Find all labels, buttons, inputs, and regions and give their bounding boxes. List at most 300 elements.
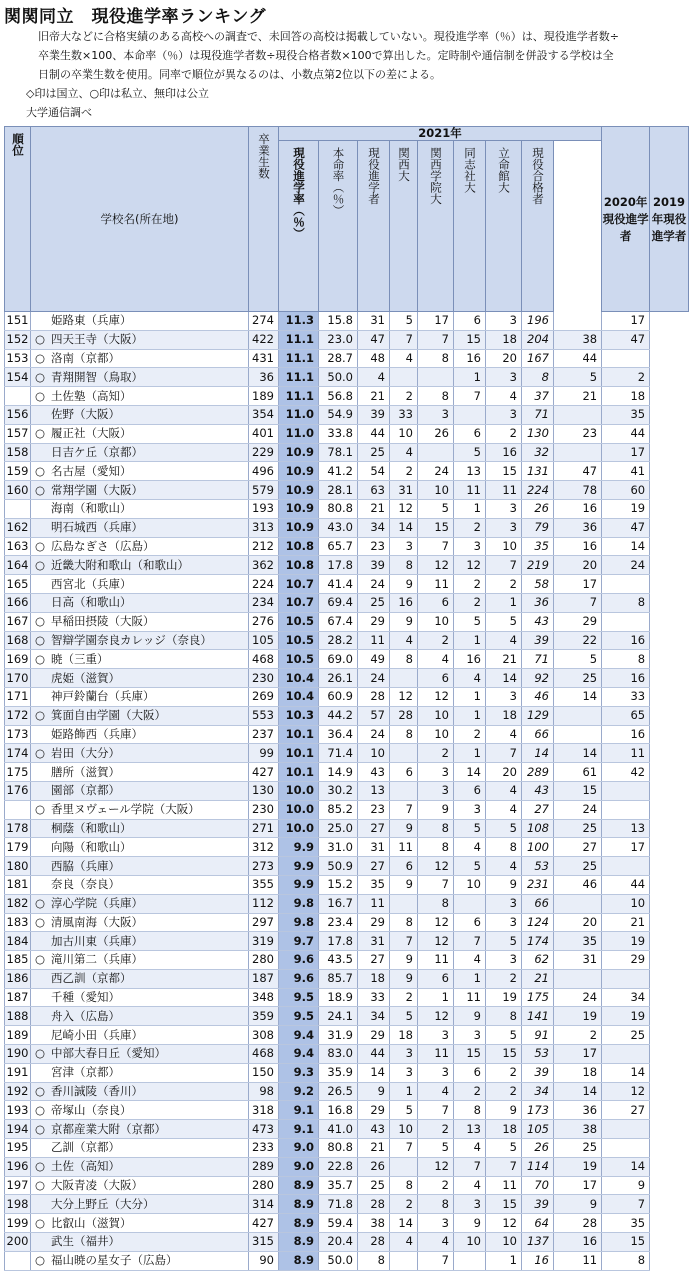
school-cell <box>31 368 249 387</box>
ritsumei-cell: 14 <box>486 669 522 688</box>
doshisha-cell: 14 <box>454 763 486 782</box>
doshisha-cell: 3 <box>454 537 486 556</box>
doshisha-cell: 5 <box>454 443 486 462</box>
ritsumei-cell: 8 <box>486 1007 522 1026</box>
kangaku-cell: 1 <box>418 988 454 1007</box>
kangaku-cell: 4 <box>418 650 454 669</box>
shingaku-cell: 57 <box>358 706 390 725</box>
school-name: 福山暁の星女子（広島） <box>51 1253 178 1268</box>
graduates-cell: 234 <box>249 593 279 612</box>
gokaku-cell: 71 <box>522 650 554 669</box>
rank-cell: 156 <box>5 405 31 424</box>
header-2020: 2020年現役進学者 <box>602 127 650 312</box>
school-cell <box>31 1007 249 1026</box>
honmei-cell: 59.4 <box>319 1214 358 1233</box>
kangaku-cell: 24 <box>418 462 454 481</box>
kansai-cell <box>390 669 418 688</box>
doshisha-cell: 4 <box>454 669 486 688</box>
rate-cell: 10.5 <box>279 631 319 650</box>
table-row <box>5 349 689 368</box>
y2019-cell: 33 <box>602 687 650 706</box>
kangaku-cell: 2 <box>418 744 454 763</box>
rank-cell: 168 <box>5 631 31 650</box>
school-cell <box>31 706 249 725</box>
table-row <box>5 1176 689 1195</box>
table-row <box>5 499 689 518</box>
kansai-cell: 8 <box>390 913 418 932</box>
kansai-cell: 8 <box>390 556 418 575</box>
graduates-cell: 496 <box>249 462 279 481</box>
doshisha-cell: 1 <box>454 706 486 725</box>
honmei-cell: 35.9 <box>319 1063 358 1082</box>
ritsumei-cell: 3 <box>486 687 522 706</box>
school-type-mark: ○ <box>35 745 46 760</box>
school-type-mark: ○ <box>35 369 46 384</box>
kansai-cell <box>390 1157 418 1176</box>
y2019-cell: 8 <box>602 1251 650 1270</box>
school-cell <box>31 894 249 913</box>
y2019-cell: 16 <box>602 631 650 650</box>
y2019-cell: 35 <box>602 405 650 424</box>
kangaku-cell: 8 <box>418 387 454 406</box>
graduates-cell: 112 <box>249 894 279 913</box>
school-name: 佐野（大阪） <box>51 407 120 422</box>
gokaku-cell: 46 <box>522 687 554 706</box>
gokaku-cell: 21 <box>522 969 554 988</box>
table-row <box>5 387 689 406</box>
graduates-cell: 189 <box>249 387 279 406</box>
school-cell <box>31 405 249 424</box>
shingaku-cell: 23 <box>358 800 390 819</box>
kansai-cell: 3 <box>390 537 418 556</box>
header-kangaku: 関西学院大 <box>418 141 454 312</box>
rate-cell: 9.6 <box>279 969 319 988</box>
school-name: 京都産業大附（京都） <box>51 1121 166 1136</box>
school-name: 名古屋（愛知） <box>51 463 132 478</box>
kansai-cell: 7 <box>390 932 418 951</box>
y2019-cell: 25 <box>602 1026 650 1045</box>
table-row <box>5 857 689 876</box>
rank-cell: 167 <box>5 612 31 631</box>
ritsumei-cell: 1 <box>486 1251 522 1270</box>
school-cell <box>31 1214 249 1233</box>
shingaku-cell: 21 <box>358 387 390 406</box>
shingaku-cell: 10 <box>358 744 390 763</box>
doshisha-cell: 1 <box>454 631 486 650</box>
y2020-cell <box>554 725 602 744</box>
kangaku-cell: 8 <box>418 838 454 857</box>
kangaku-cell: 12 <box>418 857 454 876</box>
kangaku-cell: 5 <box>418 1139 454 1158</box>
school-name: 日吉ケ丘（京都） <box>51 444 143 459</box>
doshisha-cell: 10 <box>454 875 486 894</box>
school-name: 千種（愛知） <box>51 990 120 1005</box>
rate-cell: 9.0 <box>279 1157 319 1176</box>
kangaku-cell: 2 <box>418 1176 454 1195</box>
y2019-cell: 60 <box>602 481 650 500</box>
shingaku-cell: 18 <box>358 969 390 988</box>
school-name: 帝塚山（奈良） <box>51 1102 132 1117</box>
kansai-cell: 5 <box>390 1101 418 1120</box>
table-row <box>5 1026 689 1045</box>
school-name: 早稲田摂陵（大阪） <box>51 614 155 629</box>
honmei-cell: 50.0 <box>319 368 358 387</box>
rank-cell: 154 <box>5 368 31 387</box>
school-cell <box>31 838 249 857</box>
shingaku-cell: 11 <box>358 894 390 913</box>
table-row <box>5 1063 689 1082</box>
honmei-cell: 50.9 <box>319 857 358 876</box>
kansai-cell: 9 <box>390 612 418 631</box>
honmei-cell: 83.0 <box>319 1045 358 1064</box>
honmei-cell: 35.7 <box>319 1176 358 1195</box>
school-name: 大阪青凌（大阪） <box>51 1178 143 1193</box>
y2019-cell: 41 <box>602 462 650 481</box>
graduates-cell: 422 <box>249 330 279 349</box>
school-cell <box>31 499 249 518</box>
table-row <box>5 875 689 894</box>
rank-cell: 189 <box>5 1026 31 1045</box>
honmei-cell: 18.9 <box>319 988 358 1007</box>
kangaku-cell: 12 <box>418 913 454 932</box>
table-row <box>5 800 689 819</box>
school-cell <box>31 800 249 819</box>
rate-cell: 10.3 <box>279 706 319 725</box>
school-name: 土佐（高知） <box>51 1159 120 1174</box>
school-cell <box>31 669 249 688</box>
ritsumei-cell: 2 <box>486 1063 522 1082</box>
honmei-cell: 41.4 <box>319 575 358 594</box>
y2020-cell: 27 <box>554 838 602 857</box>
rate-cell: 11.1 <box>279 368 319 387</box>
kangaku-cell: 11 <box>418 951 454 970</box>
school-type-mark: ○ <box>35 1046 46 1061</box>
kansai-cell: 4 <box>390 631 418 650</box>
y2019-cell: 15 <box>602 1233 650 1252</box>
y2019-cell: 27 <box>602 1101 650 1120</box>
rate-cell: 9.6 <box>279 951 319 970</box>
school-name: 虎姫（滋賀） <box>51 670 120 685</box>
school-type-mark: ○ <box>35 614 46 629</box>
school-name: 四天王寺（大阪） <box>51 332 143 347</box>
doshisha-cell: 5 <box>454 857 486 876</box>
y2019-cell <box>602 1045 650 1064</box>
y2019-cell: 35 <box>602 1214 650 1233</box>
school-type-mark: ○ <box>35 557 46 572</box>
ritsumei-cell: 3 <box>486 405 522 424</box>
ritsumei-cell: 18 <box>486 706 522 725</box>
rank-cell: 152 <box>5 330 31 349</box>
gokaku-cell: 35 <box>522 537 554 556</box>
y2020-cell: 20 <box>554 556 602 575</box>
kangaku-cell: 8 <box>418 349 454 368</box>
y2020-cell: 24 <box>554 988 602 1007</box>
ritsumei-cell: 8 <box>486 838 522 857</box>
y2019-cell: 16 <box>602 725 650 744</box>
graduates-cell: 553 <box>249 706 279 725</box>
kansai-cell: 5 <box>390 312 418 331</box>
y2020-cell: 44 <box>554 349 602 368</box>
ritsumei-cell: 3 <box>486 951 522 970</box>
honmei-cell: 44.2 <box>319 706 358 725</box>
ritsumei-cell: 20 <box>486 763 522 782</box>
graduates-cell: 319 <box>249 932 279 951</box>
ritsumei-cell: 15 <box>486 462 522 481</box>
rate-cell: 9.2 <box>279 1082 319 1101</box>
header-gokaku: 現役合格者 <box>522 141 554 312</box>
shingaku-cell: 29 <box>358 1026 390 1045</box>
y2020-cell: 38 <box>554 330 602 349</box>
header-kansai: 関西大 <box>390 141 418 312</box>
doshisha-cell <box>454 405 486 424</box>
table-row <box>5 687 689 706</box>
rate-cell: 11.3 <box>279 312 319 331</box>
rate-cell: 10.8 <box>279 537 319 556</box>
honmei-cell: 69.0 <box>319 650 358 669</box>
doshisha-cell: 1 <box>454 368 486 387</box>
graduates-cell: 468 <box>249 1045 279 1064</box>
doshisha-cell: 2 <box>454 725 486 744</box>
rate-cell: 9.7 <box>279 932 319 951</box>
kansai-cell: 7 <box>390 800 418 819</box>
kangaku-cell: 2 <box>418 1120 454 1139</box>
ritsumei-cell: 5 <box>486 932 522 951</box>
table-row <box>5 1101 689 1120</box>
honmei-cell: 25.0 <box>319 819 358 838</box>
y2020-cell: 5 <box>554 650 602 669</box>
y2020-cell: 16 <box>554 1233 602 1252</box>
school-type-mark: ○ <box>35 538 46 553</box>
kansai-cell: 8 <box>390 1176 418 1195</box>
graduates-cell: 355 <box>249 875 279 894</box>
kangaku-cell: 10 <box>418 481 454 500</box>
y2020-cell: 31 <box>554 951 602 970</box>
rate-cell: 10.9 <box>279 443 319 462</box>
rank-cell: 181 <box>5 875 31 894</box>
rate-cell: 10.9 <box>279 481 319 500</box>
ritsumei-cell: 3 <box>486 368 522 387</box>
ritsumei-cell: 4 <box>486 387 522 406</box>
kangaku-cell: 6 <box>418 593 454 612</box>
table-row <box>5 481 689 500</box>
y2020-cell: 16 <box>554 537 602 556</box>
graduates-cell: 269 <box>249 687 279 706</box>
doshisha-cell: 13 <box>454 1120 486 1139</box>
ritsumei-cell: 20 <box>486 349 522 368</box>
kansai-cell: 5 <box>390 1007 418 1026</box>
shingaku-cell: 29 <box>358 612 390 631</box>
school-name: 膳所（滋賀） <box>51 764 120 779</box>
gokaku-cell: 167 <box>522 349 554 368</box>
y2020-cell <box>554 312 602 331</box>
gokaku-cell: 141 <box>522 1007 554 1026</box>
doshisha-cell: 16 <box>454 349 486 368</box>
y2020-cell: 78 <box>554 481 602 500</box>
graduates-cell: 427 <box>249 1214 279 1233</box>
doshisha-cell: 2 <box>454 593 486 612</box>
doshisha-cell: 1 <box>454 969 486 988</box>
rate-cell: 10.8 <box>279 556 319 575</box>
kansai-cell: 2 <box>390 1195 418 1214</box>
shingaku-cell: 28 <box>358 687 390 706</box>
gokaku-cell: 131 <box>522 462 554 481</box>
graduates-cell: 315 <box>249 1233 279 1252</box>
school-cell <box>31 932 249 951</box>
ritsumei-cell: 5 <box>486 819 522 838</box>
rank-cell: 199 <box>5 1214 31 1233</box>
graduates-cell: 362 <box>249 556 279 575</box>
school-cell <box>31 537 249 556</box>
kansai-cell: 14 <box>390 518 418 537</box>
school-name: 大分上野丘（大分） <box>51 1196 155 1211</box>
doshisha-cell: 2 <box>454 1082 486 1101</box>
rate-cell: 10.5 <box>279 612 319 631</box>
y2020-cell: 17 <box>554 575 602 594</box>
shingaku-cell: 47 <box>358 330 390 349</box>
school-cell <box>31 330 249 349</box>
doshisha-cell <box>454 1251 486 1270</box>
graduates-cell: 187 <box>249 969 279 988</box>
rank-cell: 187 <box>5 988 31 1007</box>
doshisha-cell: 1 <box>454 687 486 706</box>
gokaku-cell: 219 <box>522 556 554 575</box>
y2020-cell: 7 <box>554 593 602 612</box>
kansai-cell: 14 <box>390 1214 418 1233</box>
rate-cell: 11.1 <box>279 349 319 368</box>
kangaku-cell: 26 <box>418 424 454 443</box>
y2020-cell: 5 <box>554 368 602 387</box>
graduates-cell: 280 <box>249 951 279 970</box>
shingaku-cell: 24 <box>358 575 390 594</box>
table-row <box>5 894 689 913</box>
ritsumei-cell: 5 <box>486 612 522 631</box>
school-name: 滝川第二（兵庫） <box>51 952 143 967</box>
y2020-cell: 29 <box>554 612 602 631</box>
school-cell <box>31 857 249 876</box>
school-name: 中部大春日丘（愛知） <box>51 1046 166 1061</box>
graduates-cell: 212 <box>249 537 279 556</box>
y2019-cell: 47 <box>602 330 650 349</box>
shingaku-cell: 25 <box>358 593 390 612</box>
graduates-cell: 313 <box>249 518 279 537</box>
y2020-cell: 18 <box>554 1063 602 1082</box>
ritsumei-cell: 7 <box>486 556 522 575</box>
shingaku-cell: 34 <box>358 518 390 537</box>
honmei-cell: 78.1 <box>319 443 358 462</box>
graduates-cell: 90 <box>249 1251 279 1270</box>
kangaku-cell: 10 <box>418 725 454 744</box>
rate-cell: 10.1 <box>279 763 319 782</box>
school-name: 青翔開智（鳥取） <box>51 369 143 384</box>
y2019-cell: 29 <box>602 951 650 970</box>
doshisha-cell: 8 <box>454 1101 486 1120</box>
graduates-cell: 273 <box>249 857 279 876</box>
kansai-cell: 4 <box>390 349 418 368</box>
ritsumei-cell: 15 <box>486 1195 522 1214</box>
y2020-cell: 11 <box>554 1251 602 1270</box>
kansai-cell: 1 <box>390 1082 418 1101</box>
kangaku-cell: 12 <box>418 556 454 575</box>
shingaku-cell: 43 <box>358 1120 390 1139</box>
kansai-cell: 6 <box>390 763 418 782</box>
doshisha-cell: 6 <box>454 781 486 800</box>
gokaku-cell: 92 <box>522 669 554 688</box>
y2019-cell: 18 <box>602 387 650 406</box>
doshisha-cell: 11 <box>454 988 486 1007</box>
graduates-cell: 354 <box>249 405 279 424</box>
kangaku-cell: 8 <box>418 819 454 838</box>
header-rank: 順位 <box>5 127 31 312</box>
gokaku-cell: 62 <box>522 951 554 970</box>
y2019-cell: 19 <box>602 1007 650 1026</box>
doshisha-cell: 6 <box>454 1063 486 1082</box>
rate-cell: 9.1 <box>279 1120 319 1139</box>
y2019-cell: 2 <box>602 368 650 387</box>
y2020-cell: 17 <box>554 1045 602 1064</box>
table-row <box>5 330 689 349</box>
graduates-cell: 98 <box>249 1082 279 1101</box>
doshisha-cell: 5 <box>454 819 486 838</box>
kangaku-cell: 3 <box>418 1063 454 1082</box>
doshisha-cell: 6 <box>454 424 486 443</box>
rank-cell: 188 <box>5 1007 31 1026</box>
graduates-cell: 579 <box>249 481 279 500</box>
graduates-cell: 468 <box>249 650 279 669</box>
gokaku-cell: 8 <box>522 368 554 387</box>
ritsumei-cell: 18 <box>486 1120 522 1139</box>
ritsumei-cell: 2 <box>486 575 522 594</box>
doshisha-cell: 7 <box>454 1157 486 1176</box>
school-type-mark: ○ <box>35 1084 46 1099</box>
y2019-cell: 34 <box>602 988 650 1007</box>
kansai-cell: 6 <box>390 857 418 876</box>
kangaku-cell: 11 <box>418 1045 454 1064</box>
rate-cell: 10.7 <box>279 593 319 612</box>
school-cell <box>31 1176 249 1195</box>
shingaku-cell: 11 <box>358 631 390 650</box>
table-row <box>5 706 689 725</box>
shingaku-cell: 35 <box>358 875 390 894</box>
kangaku-cell: 15 <box>418 518 454 537</box>
honmei-cell: 30.2 <box>319 781 358 800</box>
rate-cell: 9.5 <box>279 1007 319 1026</box>
ritsumei-cell: 3 <box>486 499 522 518</box>
school-type-mark: ○ <box>35 426 46 441</box>
y2019-cell: 19 <box>602 932 650 951</box>
shingaku-cell: 44 <box>358 424 390 443</box>
school-type-mark: ○ <box>35 952 46 967</box>
kansai-cell: 9 <box>390 575 418 594</box>
graduates-cell: 271 <box>249 819 279 838</box>
graduates-cell: 230 <box>249 800 279 819</box>
ritsumei-cell: 4 <box>486 781 522 800</box>
school-name: 日高（和歌山） <box>51 595 132 610</box>
school-name: 武生（福井） <box>51 1234 120 1249</box>
ritsumei-cell: 15 <box>486 1045 522 1064</box>
school-cell <box>31 1101 249 1120</box>
school-cell <box>31 631 249 650</box>
y2019-cell: 42 <box>602 763 650 782</box>
ritsumei-cell: 2 <box>486 1082 522 1101</box>
honmei-cell: 22.8 <box>319 1157 358 1176</box>
kansai-cell: 4 <box>390 443 418 462</box>
shingaku-cell: 9 <box>358 1082 390 1101</box>
graduates-cell: 274 <box>249 312 279 331</box>
table-row <box>5 725 689 744</box>
y2019-cell: 14 <box>602 1063 650 1082</box>
ritsumei-cell: 1 <box>486 593 522 612</box>
rank-cell <box>5 1251 31 1270</box>
